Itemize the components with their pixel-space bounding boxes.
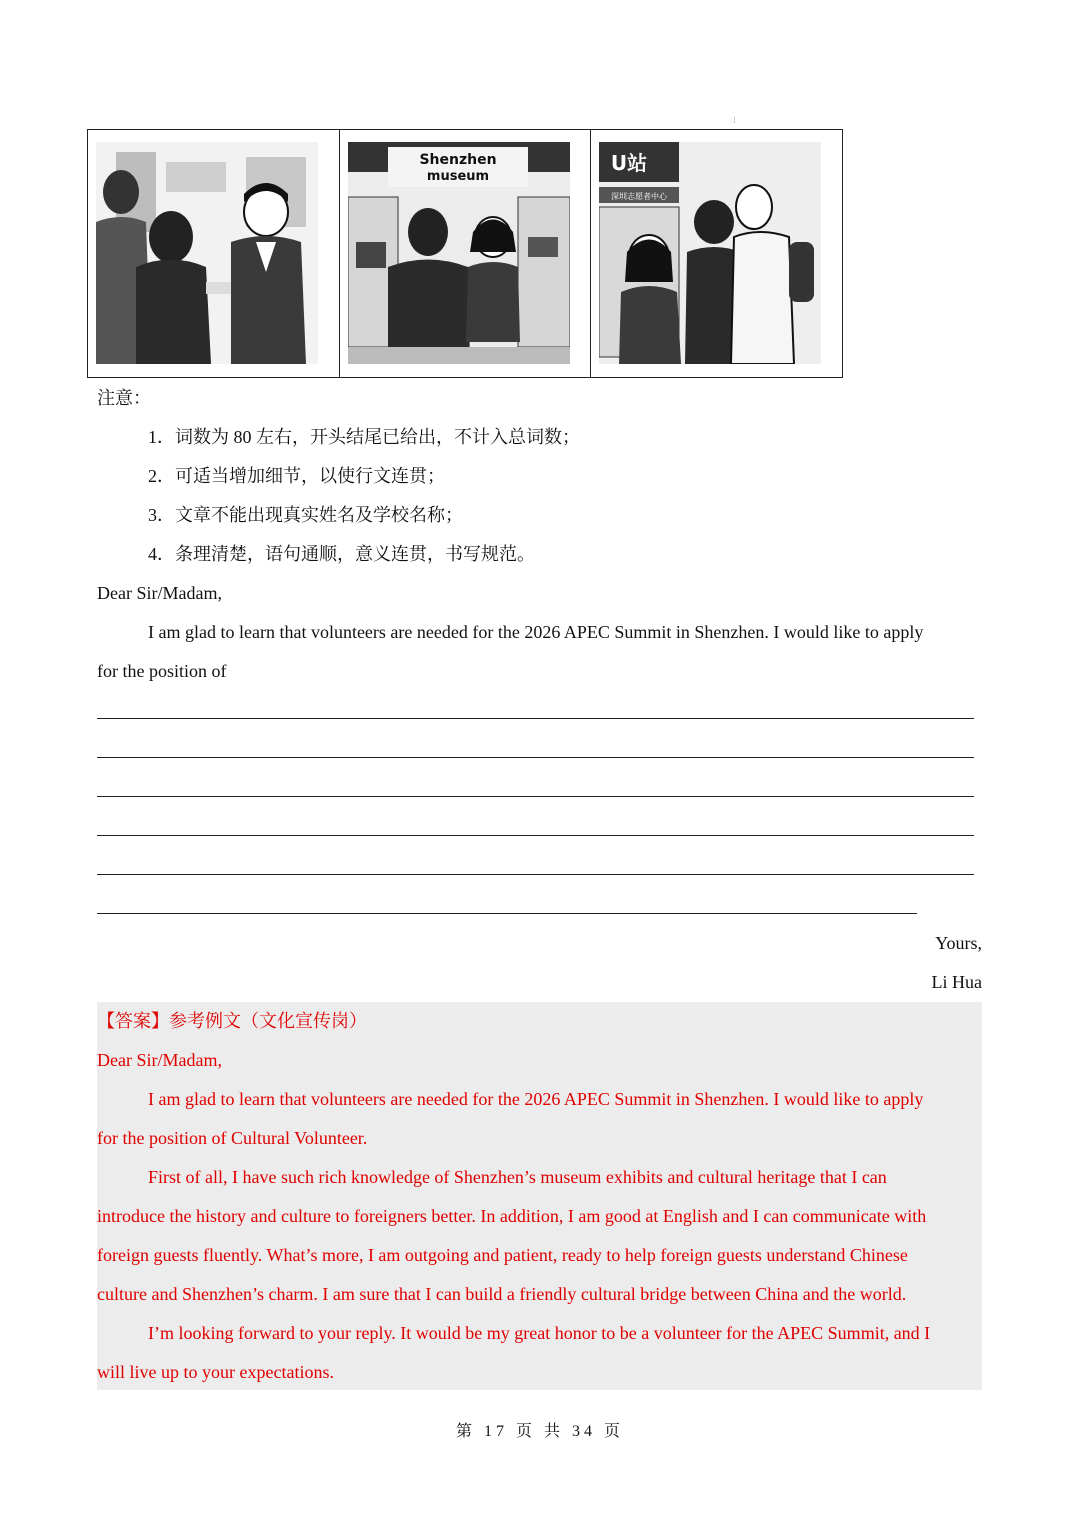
illustration-station xyxy=(591,130,842,377)
answer-salutation: Dear Sir/Madam, xyxy=(97,1050,222,1070)
illustration-volunteer-desk xyxy=(88,130,340,377)
writing-line-1[interactable] xyxy=(97,718,974,719)
station-sub-sign: 深圳志愿者中心 xyxy=(611,192,668,201)
letter-salutation: Dear Sir/Madam, xyxy=(97,583,222,603)
letter-closing: Yours, xyxy=(935,933,982,953)
note-item-3: 3．文章不能出现真实姓名及学校名称； xyxy=(148,505,463,525)
letter-line-1: I am glad to learn that volunteers are needed for the 2026 APEC Summit in Shenzhen. I would like to apply xyxy=(148,622,924,642)
notes-title: 注意： xyxy=(97,388,151,408)
answer-line-4: introduce the history and culture to foreigners better. In addition, I am good at English and I can communicate with xyxy=(97,1206,927,1226)
letter-signature: Li Hua xyxy=(931,972,982,992)
writing-line-6[interactable] xyxy=(97,913,917,914)
volunteer-desk-picture xyxy=(96,142,318,364)
margin-marker: ⁝ xyxy=(733,115,736,125)
note-item-2: 2．可适当增加细节，以使行文连贯； xyxy=(148,466,445,486)
answer-line-1: I am glad to learn that volunteers are needed for the 2026 APEC Summit in Shenzhen. I would like to apply xyxy=(148,1089,924,1109)
answer-line-6: culture and Shenzhen’s charm. I am sure that I can build a friendly cultural bridge between China and the world. xyxy=(97,1284,907,1304)
answer-line-8: will live up to your expectations. xyxy=(97,1362,334,1382)
note-item-4: 4．条理清楚，语句通顺，意义连贯，书写规范。 xyxy=(148,544,535,564)
museum-picture xyxy=(348,142,570,364)
museum-sign-line1: Shenzhen xyxy=(419,152,497,168)
station-sign: U站 xyxy=(611,151,648,175)
writing-line-3[interactable] xyxy=(97,796,974,797)
museum-sign-line2: museum xyxy=(426,169,489,184)
answer-label: 【答案】参考例文（文化宣传岗） xyxy=(97,1011,367,1031)
illustration-table xyxy=(87,129,843,378)
writing-line-2[interactable] xyxy=(97,757,974,758)
answer-line-3: First of all, I have such rich knowledge of Shenzhen’s museum exhibits and cultural heritage that I can xyxy=(148,1167,887,1187)
page-footer: 第 17 页 共 34 页 xyxy=(455,1423,624,1440)
answer-line-2: for the position of Cultural Volunteer. xyxy=(97,1128,368,1148)
illustration-museum xyxy=(340,130,592,377)
station-picture xyxy=(599,142,821,364)
writing-line-5[interactable] xyxy=(97,874,974,875)
letter-line-2: for the position of xyxy=(97,661,227,681)
answer-line-5: foreign guests fluently. What’s more, I am outgoing and patient, ready to help foreign guests understand Chinese xyxy=(97,1245,908,1265)
note-item-1: 1．词数为 80 左右，开头结尾已给出，不计入总词数； xyxy=(148,427,580,447)
answer-line-7: I’m looking forward to your reply. It would be my great honor to be a volunteer for the APEC Summit, and I xyxy=(148,1323,931,1343)
writing-line-4[interactable] xyxy=(97,835,974,836)
